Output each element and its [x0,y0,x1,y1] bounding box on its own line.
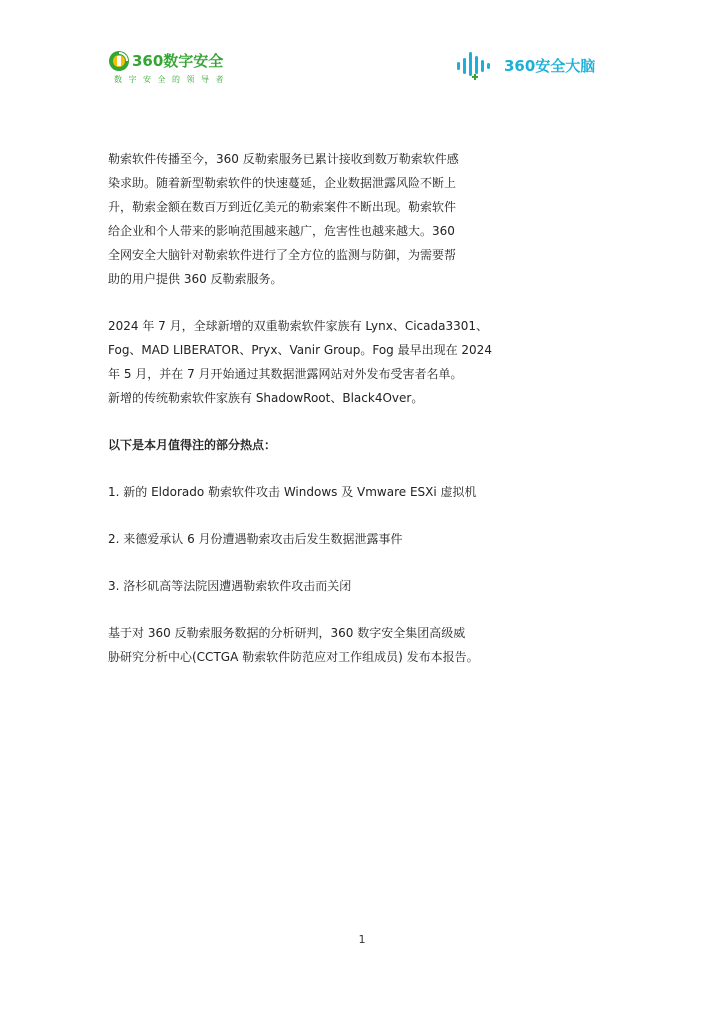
paragraph-line: 给企业和个人带来的影响范围越来越广，危害性也越来越大。360 [108,224,455,238]
intro-paragraph [108,147,498,291]
highlight-item: 3. 洛杉矶高等法院因遭遇勒索软件攻击而关闭 [108,579,352,593]
paragraph-line: 助的用户提供 360 反勒索服务。 [108,272,283,286]
report-body [108,147,498,669]
page-number: 1 [358,933,366,946]
highlights-heading: 以下是本月值得注的部分热点： [108,438,277,452]
paragraph-line: 2024 年 7 月，全球新增的双重勒索软件家族有 Lynx、Cicada3301、 [108,319,488,333]
brain-bars-icon [456,50,498,82]
paragraph-line: 升，勒索金额在数百万到近亿美元的勒索案件不断出现。勒索软件 [108,200,457,214]
closing-paragraph [108,621,498,669]
right-logo-brand: 360安全大脑 [504,57,596,75]
paragraph-line: 勒索软件传播至今，360 反勒索服务已累计接收到数万勒索软件感 [108,152,459,166]
paragraph-line: 新增的传统勒索软件家族有 ShadowRoot、Black4Over。 [108,391,424,405]
360-logo-icon [108,50,130,72]
logo-360-digital-security [108,50,230,85]
paragraph-line: Fog、MAD LIBERATOR、Pryx、Vanir Group。Fog 最早出现在 2024 [108,343,492,357]
paragraph-line: 全网安全大脑针对勒索软件进行了全方位的监测与防御，为需要帮 [108,248,457,262]
paragraph-line: 胁研究分析中心(CCTGA 勒索软件防范应对工作组成员) 发布本报告。 [108,650,479,664]
left-logo-brand: 360数字安全 [132,52,224,70]
highlight-item: 2. 来德爱承认 6 月份遭遇勒索攻击后发生数据泄露事件 [108,532,403,546]
paragraph-line: 年 5 月，并在 7 月开始通过其数据泄露网站对外发布受害者名单。 [108,367,463,381]
paragraph-line: 染求助。随着新型勒索软件的快速蔓延，企业数据泄露风险不断上 [108,176,457,190]
new-families-paragraph [108,314,498,410]
left-logo-tagline: 数字安全的领导者 [114,75,230,84]
paragraph-line: 基于对 360 反勒索服务数据的分析研判，360 数字安全集团高级威 [108,626,466,640]
logo-360-security-brain [456,50,595,82]
highlight-item: 1. 新的 Eldorado 勒索软件攻击 Windows 及 Vmware ESXi 虚拟机 [108,485,477,499]
